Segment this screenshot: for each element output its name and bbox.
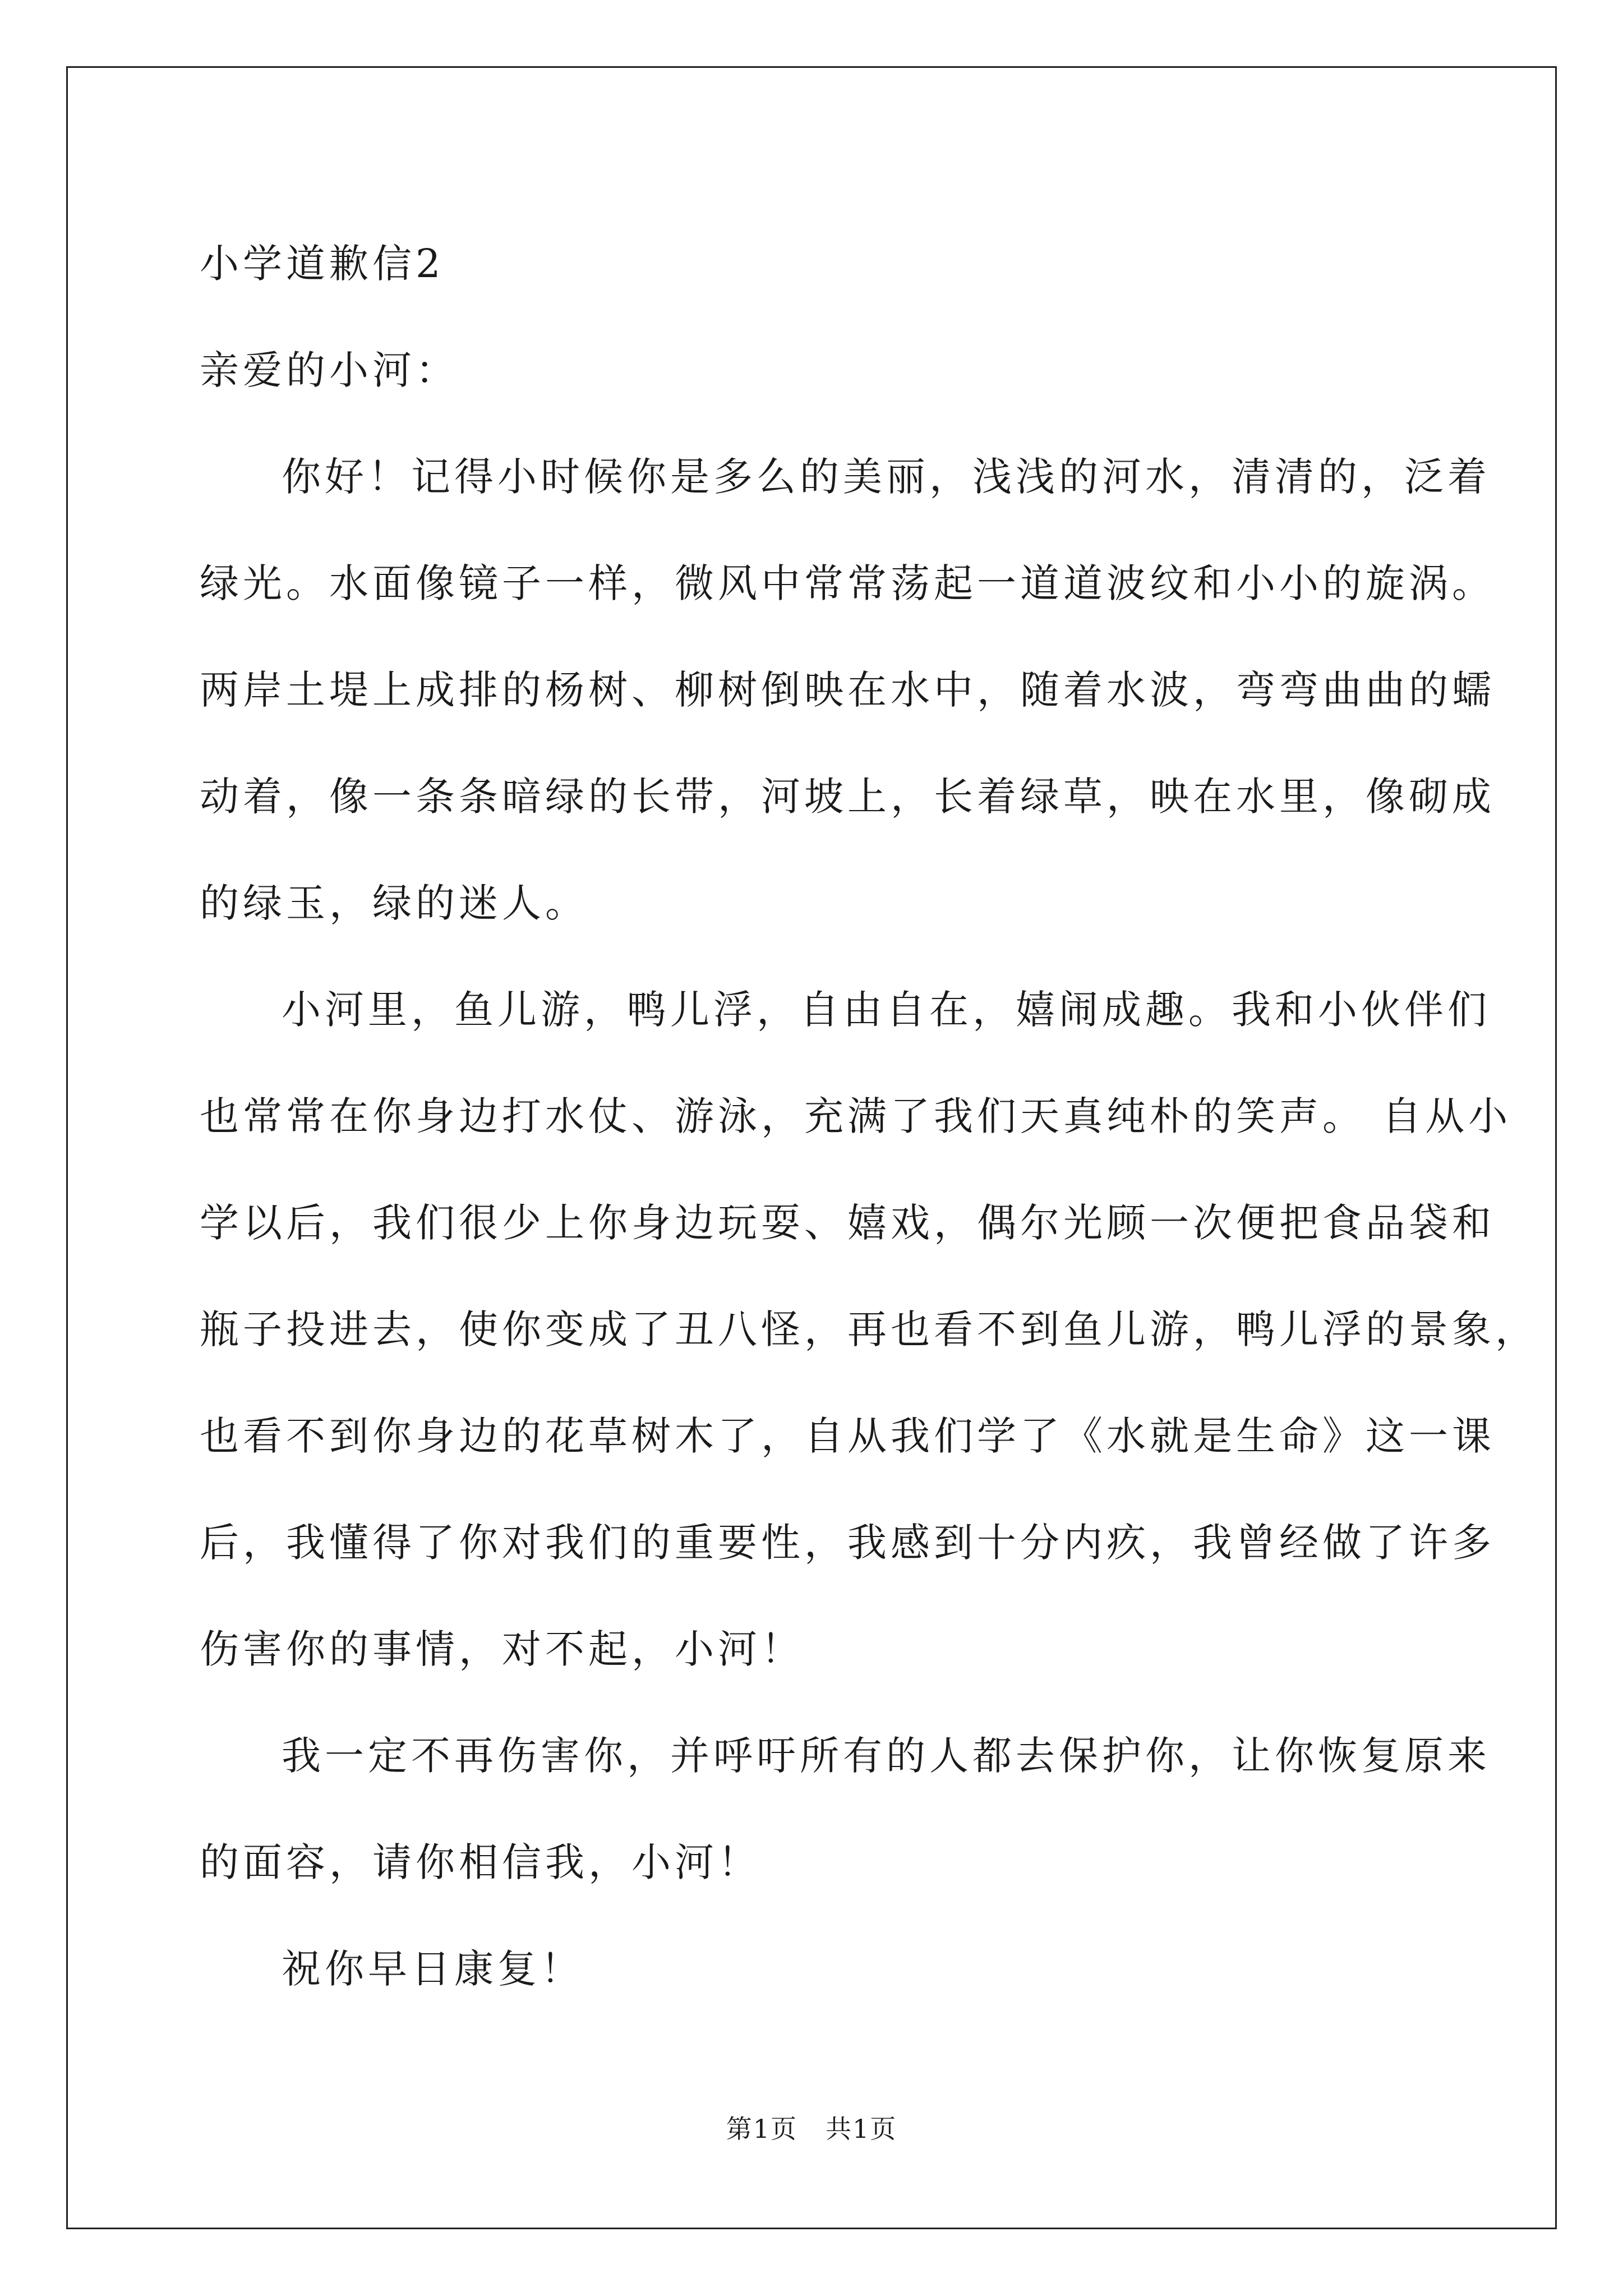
paragraph-line: 小河里，鱼儿游，鸭儿浮，自由自在，嬉闹成趣。我和小伙伴们 bbox=[282, 987, 1491, 1033]
paragraph-line: 的面容，请你相信我，小河！ bbox=[200, 1839, 761, 1885]
page-number-total: 共1页 bbox=[826, 2114, 897, 2144]
paragraph-line: 两岸土堤上成排的杨树、柳树倒映在水中，随着水波，弯弯曲曲的蠕 bbox=[200, 667, 1495, 713]
paragraph-line: 你好！记得小时候你是多么的美丽，浅浅的河水，清清的，泛着 bbox=[282, 454, 1491, 500]
document-title: 小学道歉信2 bbox=[200, 241, 445, 287]
paragraph-line: 我一定不再伤害你，并呼吁所有的人都去保护你，让你恢复原来 bbox=[282, 1733, 1491, 1779]
closing-line: 祝你早日康复！ bbox=[282, 1946, 584, 1992]
paragraph-line: 绿光。水面像镜子一样，微风中常常荡起一道道波纹和小小的旋涡。 bbox=[200, 560, 1495, 606]
page-footer bbox=[0, 2112, 1623, 2146]
salutation: 亲爱的小河： bbox=[200, 347, 459, 393]
paragraph-line: 伤害你的事情，对不起，小河！ bbox=[200, 1626, 804, 1672]
paragraph-line: 后，我懂得了你对我们的重要性，我感到十分内疚，我曾经做了许多 bbox=[200, 1520, 1495, 1566]
paragraph-line: 瓶子投进去，使你变成了丑八怪，再也看不到鱼儿游，鸭儿浮的景象， bbox=[200, 1306, 1538, 1352]
page-number-current: 第1页 bbox=[726, 2114, 797, 2144]
paragraph-line: 动着，像一条条暗绿的长带，河坡上，长着绿草，映在水里，像砌成 bbox=[200, 774, 1495, 820]
letter-body bbox=[200, 210, 1538, 2022]
paragraph-line: 学以后，我们很少上你身边玩耍、嬉戏，偶尔光顾一次便把食品袋和 bbox=[200, 1200, 1495, 1246]
paragraph-line: 也看不到你身边的花草树木了，自从我们学了《水就是生命》这一课 bbox=[200, 1413, 1495, 1459]
paragraph-line: 的绿玉，绿的迷人。 bbox=[200, 880, 588, 926]
paragraph-line: 也常常在你身边打水仗、游泳，充满了我们天真纯朴的笑声。 自从小 bbox=[200, 1093, 1512, 1139]
